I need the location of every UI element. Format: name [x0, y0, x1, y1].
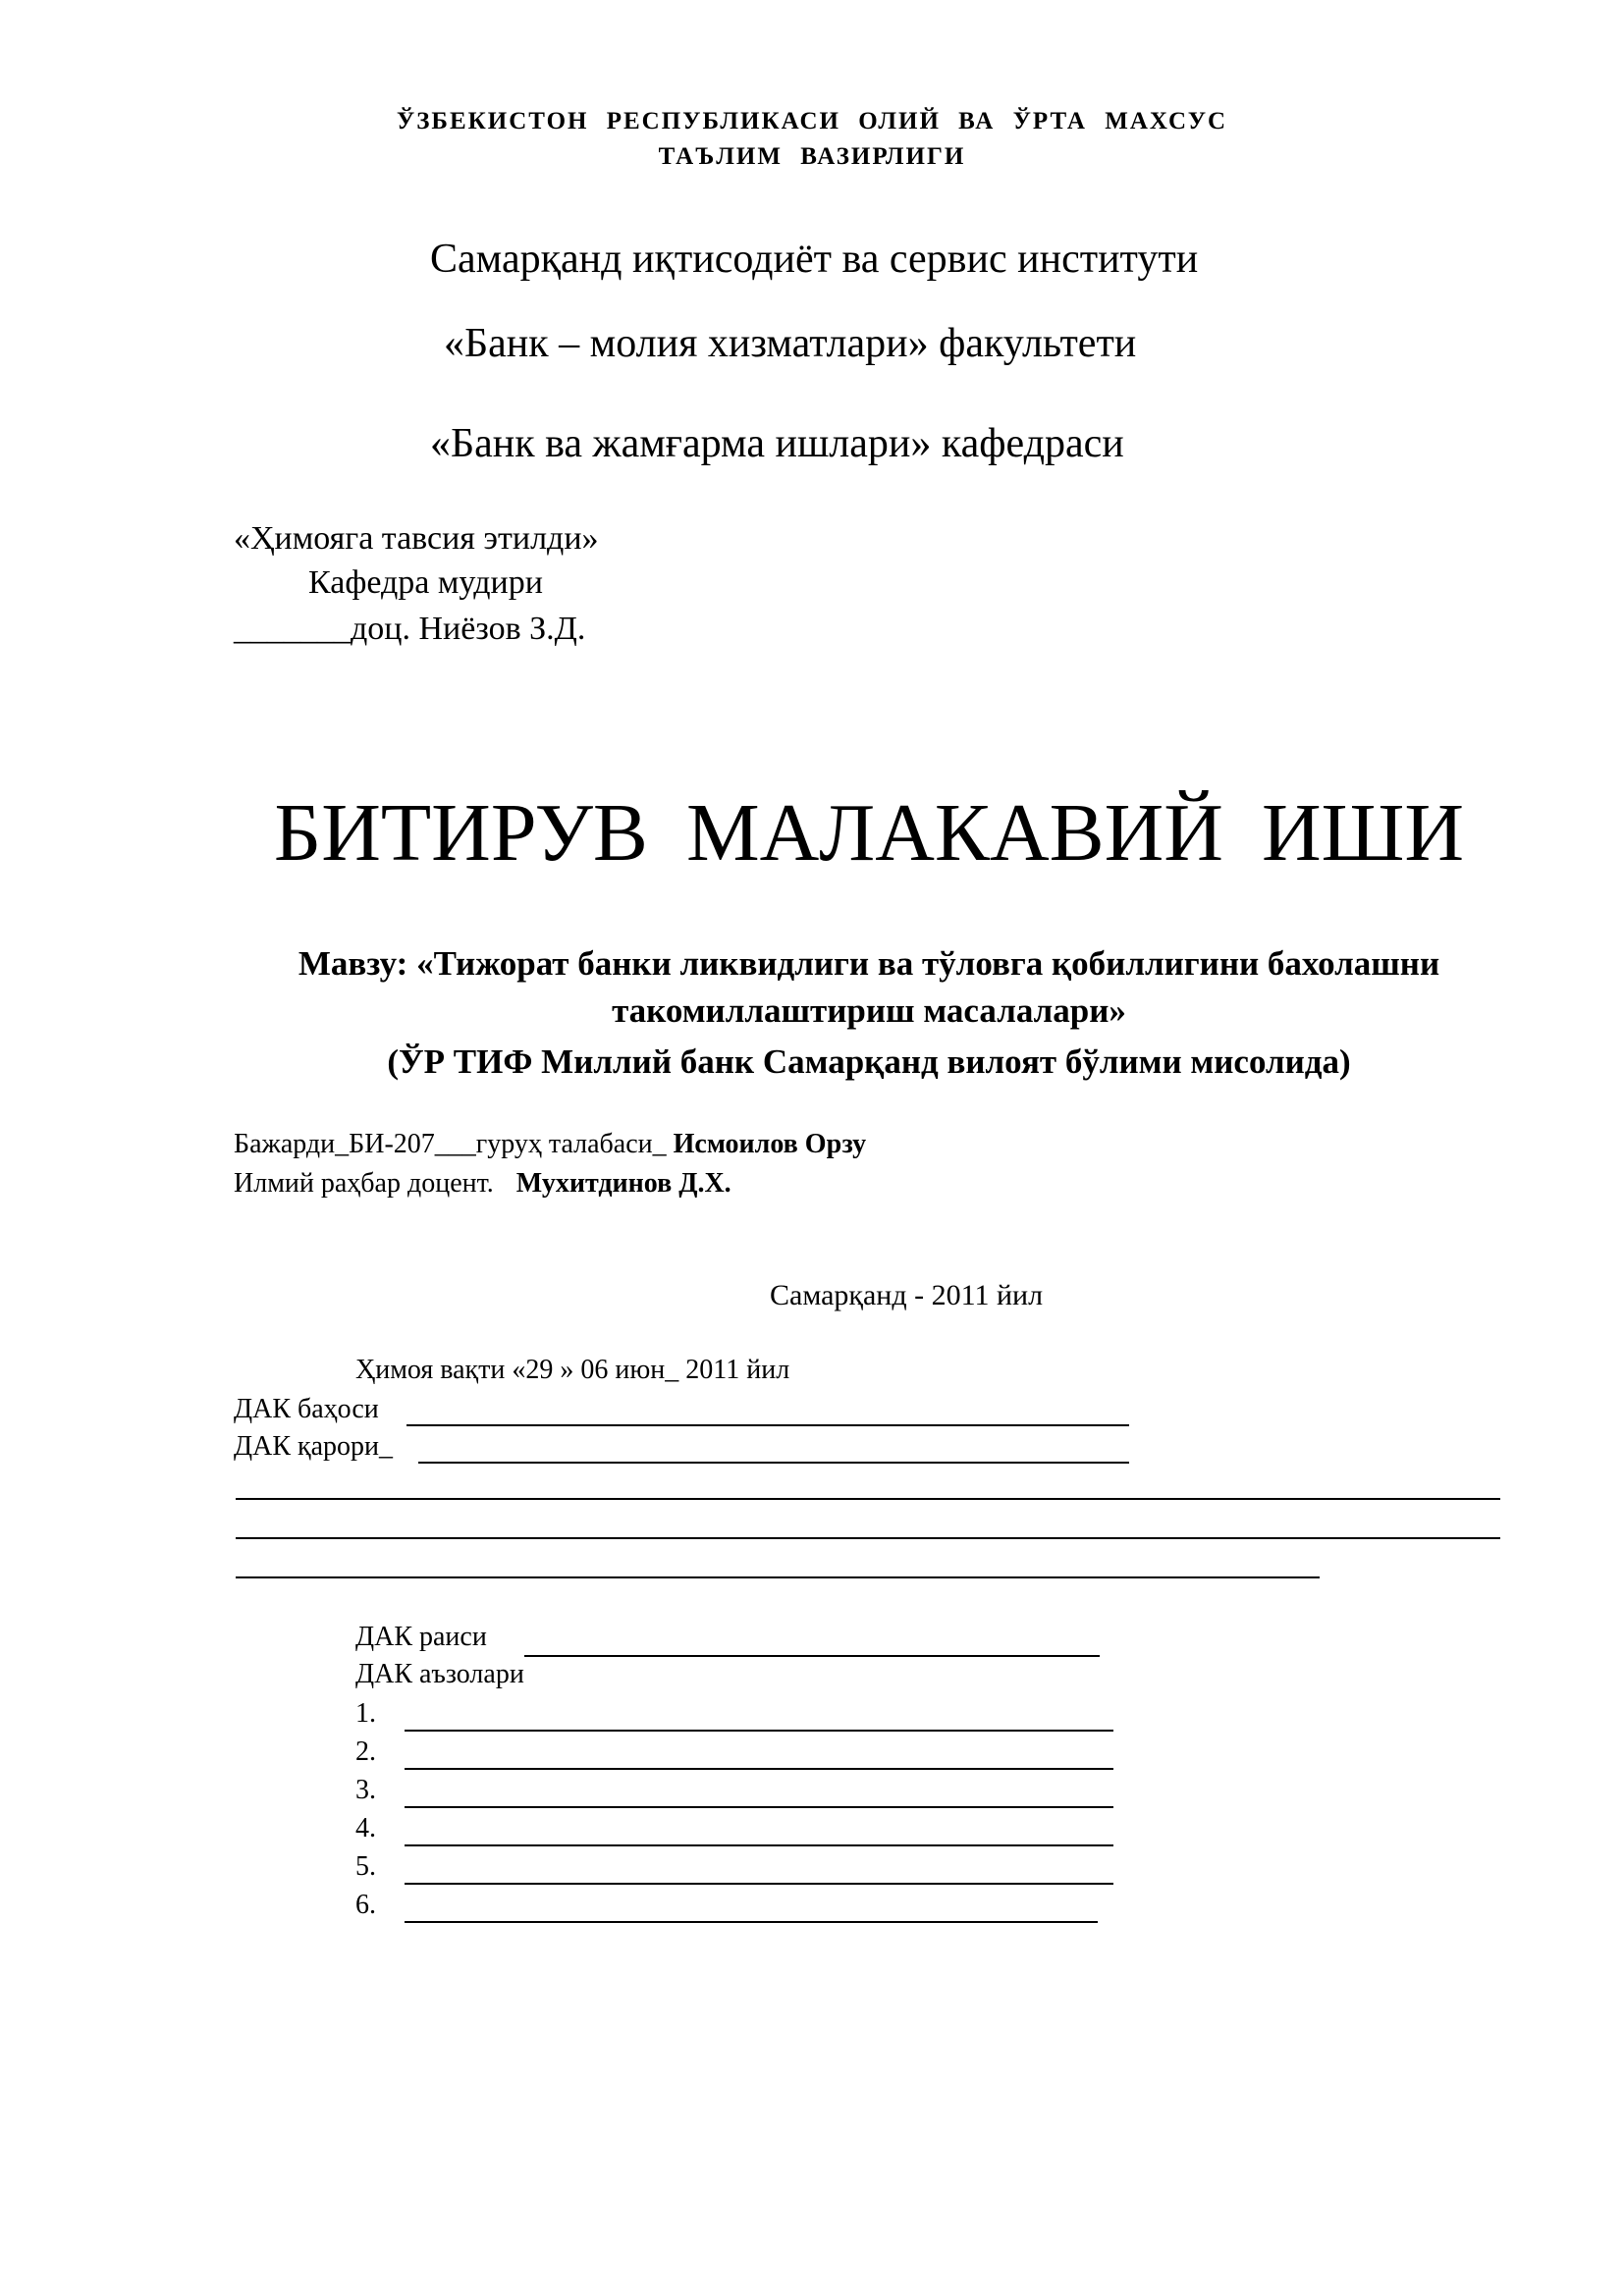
head-signature: _______доц. Ниёзов З.Д.	[234, 611, 586, 647]
recommended-label: «Ҳимояга тавсия этилди»	[234, 520, 599, 557]
supervisor-prefix: Илмий раҳбар доцент.	[234, 1168, 501, 1199]
author-name: Исмоилов Орзу	[673, 1129, 867, 1159]
chair-label: ДАК раиси	[355, 1622, 487, 1652]
member-blank	[405, 1844, 1113, 1846]
head-title: Кафедра мудири	[308, 564, 543, 601]
faculty-name: «Банк – молия хизматлари» факультети	[444, 321, 1137, 366]
ministry-line-1: ЎЗБЕКИСТОН РЕСПУБЛИКАСИ ОЛИЙ ВА ЎРТА МАХСУС	[396, 108, 1228, 134]
member-blank	[405, 1768, 1113, 1770]
decision-line-2	[236, 1537, 1500, 1539]
decision-blank	[418, 1462, 1129, 1464]
member-blank	[405, 1883, 1113, 1885]
topic-line-3: (ЎР ТИФ Миллий банк Самарқанд вилоят бўлими мисолида)	[387, 1042, 1351, 1081]
member-number: 2.	[355, 1736, 376, 1767]
chair-blank	[524, 1655, 1100, 1657]
member-blank	[405, 1730, 1113, 1732]
members-label: ДАК аъзолари	[355, 1659, 524, 1689]
grade-blank	[406, 1424, 1129, 1426]
decision-label: ДАК қарори_	[234, 1431, 394, 1462]
institute-name: Самарқанд иқтисодиёт ва сервис институти	[430, 237, 1199, 282]
member-number: 5.	[355, 1851, 376, 1882]
member-number: 1.	[355, 1698, 376, 1729]
member-number: 6.	[355, 1890, 376, 1920]
city-year: Самарқанд - 2011 йил	[770, 1279, 1044, 1311]
decision-line-3	[236, 1576, 1320, 1578]
member-number: 4.	[355, 1813, 376, 1843]
topic-line-2: такомиллаштириш масалалари»	[612, 991, 1126, 1030]
supervisor-name: Мухитдинов Д.Х.	[515, 1168, 731, 1199]
member-blank	[405, 1806, 1113, 1808]
grade-label: ДАК баҳоси	[234, 1394, 379, 1424]
supervisor-line	[234, 1168, 731, 1200]
member-blank	[405, 1921, 1098, 1923]
ministry-line-2: ТАЪЛИМ ВАЗИРЛИГИ	[658, 143, 966, 170]
defense-date: Ҳимоя вақти «29 » 06 июн_ 2011 йил	[355, 1355, 790, 1385]
author-prefix: Бажарди_БИ-207___гуруҳ талабаси_	[234, 1129, 674, 1159]
document-title: БИТИРУВ МАЛАКАВИЙ ИШИ	[273, 787, 1465, 879]
author-line	[234, 1129, 866, 1160]
decision-line-1	[236, 1498, 1500, 1500]
department-name: «Банк ва жамғарма ишлари» кафедраси	[430, 421, 1124, 466]
member-number: 3.	[355, 1775, 376, 1805]
topic-line-1: Мавзу: «Тижорат банки ликвидлиги ва тўловга қобиллигини бахолашни	[298, 944, 1440, 983]
